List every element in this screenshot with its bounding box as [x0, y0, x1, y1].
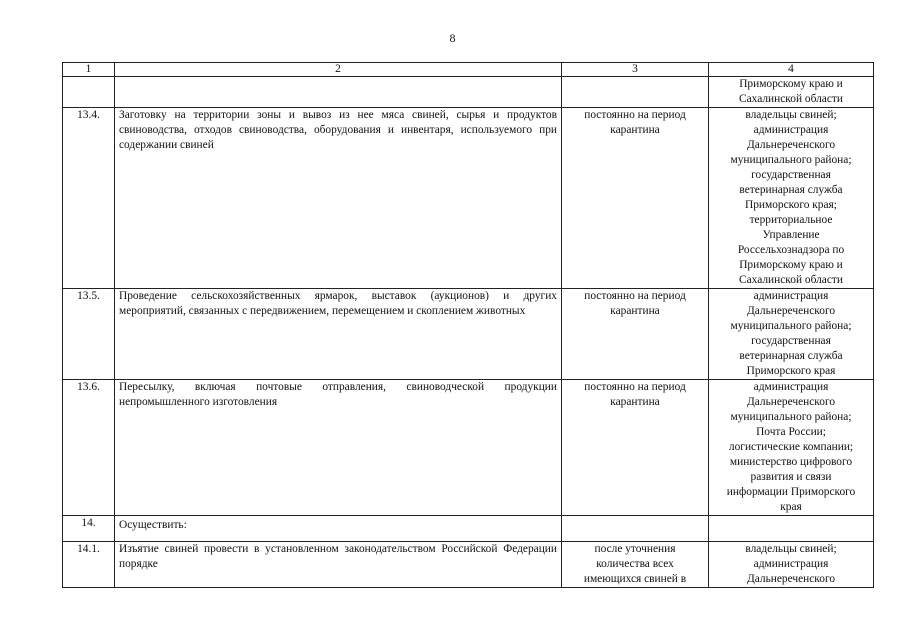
responsible-line: владельцы свиней;: [745, 543, 837, 555]
responsible-line: Дальнереченского: [746, 573, 836, 585]
measure-description-cell: Проведение сельскохозяйственных ярмарок, выставок (аукционов) и других мероприятий, связанных с передвижением, перемещением и скоплением животных: [115, 289, 562, 380]
responsible-cell: [709, 380, 874, 516]
deadline-cell: [562, 77, 709, 108]
responsible-line: муниципального района;: [730, 154, 852, 166]
responsible-cell: [709, 77, 874, 108]
deadline-cell: [562, 542, 709, 588]
row-number-cell: [63, 77, 115, 108]
deadline-line: после уточнения: [594, 543, 676, 555]
deadline-cell: [562, 289, 709, 380]
row-number-cell: 14.: [63, 516, 115, 542]
deadline-cell: [562, 516, 709, 542]
section-heading-cell: Осуществить:: [115, 516, 562, 542]
table-row: [63, 516, 874, 542]
measure-description-cell: Заготовку на территории зоны и вывоз из нее мяса свиней, сырья и продуктов свиноводства, отходов свиноводства, оборудования и инвентаря, используемого при содержании свиней: [115, 108, 562, 289]
column-header-4: 4: [709, 63, 874, 77]
row-number-cell: 13.5.: [63, 289, 115, 380]
responsible-line: администрация: [753, 381, 829, 393]
responsible-line: ветеринарная служба: [739, 184, 843, 196]
responsible-line: Сахалинской области: [739, 274, 843, 286]
responsible-line: информации Приморского: [726, 486, 856, 498]
responsible-line: администрация: [753, 290, 829, 302]
responsible-line: Приморского края: [746, 365, 836, 377]
measure-description-cell: Пересылку, включая почтовые отправления, свиноводческой продукции непромышленного изготовления: [115, 380, 562, 516]
deadline-cell: [562, 108, 709, 289]
responsible-line: Дальнереченского: [746, 139, 836, 151]
measure-description-cell: [115, 77, 562, 108]
deadline-line: имеющихся свиней в: [583, 573, 687, 585]
responsible-cell: [709, 516, 874, 542]
responsible-line: администрация: [753, 124, 829, 136]
responsible-line: муниципального района;: [730, 320, 852, 332]
responsible-line: Приморскому краю и: [739, 259, 843, 271]
responsible-line: Россельхознадзора по: [737, 244, 845, 256]
responsible-line: администрация: [753, 558, 829, 570]
responsible-line: Дальнереченского: [746, 396, 836, 408]
responsible-line: государственная: [751, 335, 831, 347]
responsible-cell: [709, 542, 874, 588]
measures-table: [62, 62, 874, 588]
responsible-line: края: [780, 501, 802, 513]
column-header-3: 3: [562, 63, 709, 77]
table-header-row: [63, 63, 874, 77]
row-number-cell: 13.6.: [63, 380, 115, 516]
responsible-cell: [709, 108, 874, 289]
measure-description-cell: Изъятие свиней провести в установленном законодательством Российской Федерации порядке: [115, 542, 562, 588]
responsible-line: министерство цифрового: [729, 456, 853, 468]
responsible-line: муниципального района;: [730, 411, 852, 423]
responsible-line: развития и связи: [750, 471, 832, 483]
deadline-line: постоянно на период: [584, 290, 686, 302]
table-row: [63, 108, 874, 289]
responsible-line: Дальнереченского: [746, 305, 836, 317]
responsible-line: Управление: [762, 229, 820, 241]
responsible-line: Сахалинской области: [739, 93, 843, 105]
column-header-2: 2: [115, 63, 562, 77]
table-row: [63, 77, 874, 108]
deadline-line: постоянно на период: [584, 109, 686, 121]
responsible-line: Почта России;: [756, 426, 826, 438]
row-number-cell: 13.4.: [63, 108, 115, 289]
responsible-line: логистические компании;: [728, 441, 854, 453]
deadline-line: постоянно на период: [584, 381, 686, 393]
responsible-line: Приморскому краю и: [739, 78, 843, 90]
responsible-line: территориальное: [749, 214, 833, 226]
deadline-line: карантина: [610, 396, 660, 408]
deadline-line: карантина: [610, 124, 660, 136]
column-header-1: 1: [63, 63, 115, 77]
responsible-cell: [709, 289, 874, 380]
deadline-line: количества всех: [596, 558, 674, 570]
responsible-line: владельцы свиней;: [745, 109, 837, 121]
responsible-line: ветеринарная служба: [739, 350, 843, 362]
deadline-line: карантина: [610, 305, 660, 317]
row-number-cell: 14.1.: [63, 542, 115, 588]
table-row: [63, 289, 874, 380]
table-body: [63, 77, 874, 588]
responsible-line: государственная: [751, 169, 831, 181]
table-row: [63, 380, 874, 516]
deadline-cell: [562, 380, 709, 516]
page-number: 8: [449, 31, 456, 45]
table-row: [63, 542, 874, 588]
responsible-line: Приморского края;: [745, 199, 837, 211]
